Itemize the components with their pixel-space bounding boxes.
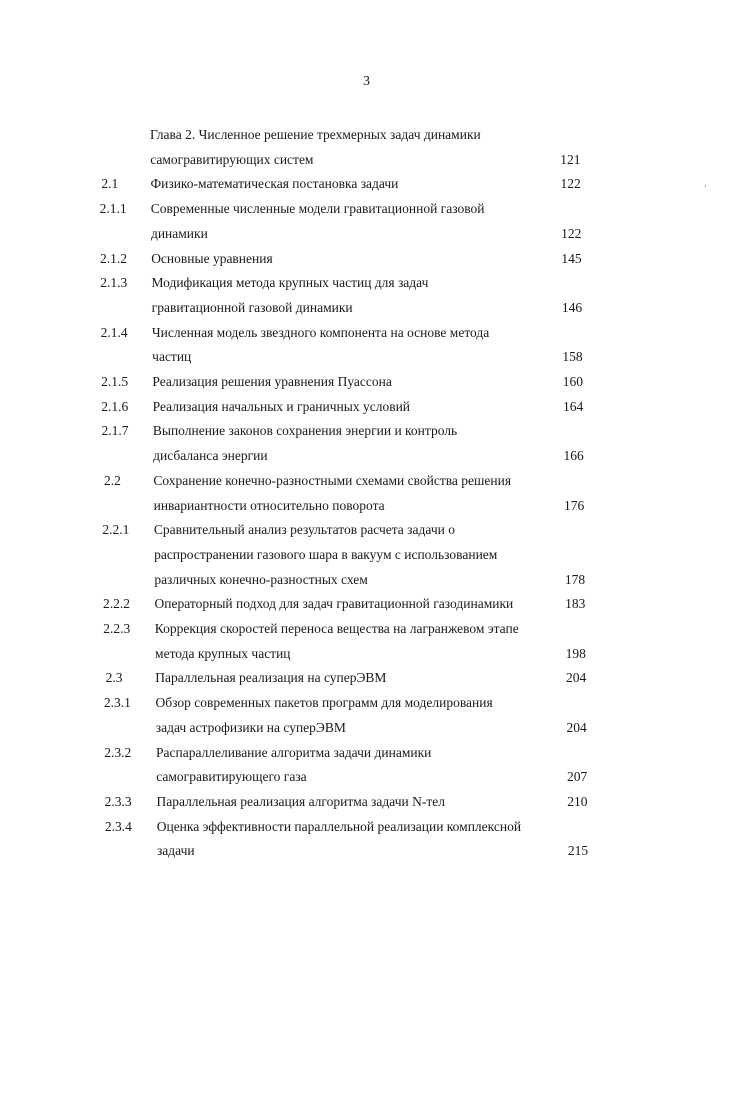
toc-entry-number: 2.3.2 xyxy=(104,744,132,760)
toc-line xyxy=(0,445,733,467)
toc-entry-title: Реализация начальных и граничных условий xyxy=(152,398,411,414)
toc-entry-title: задач астрофизики на суперЭВМ xyxy=(155,719,346,735)
toc-line xyxy=(0,470,733,492)
toc-entry-title: Сохранение конечно-разностными схемами свойства решения xyxy=(153,472,512,488)
toc-entry-title: Модификация метода крупных частиц для задач xyxy=(151,275,429,291)
toc-entry-title: Параллельная реализация алгоритма задачи N-тел xyxy=(156,793,445,809)
toc-line xyxy=(0,248,733,270)
toc-entry-number: 2.1 xyxy=(101,176,119,192)
toc-entry-number: 2.1.7 xyxy=(101,423,129,439)
toc-entry-page: 145 xyxy=(561,250,582,266)
toc-line xyxy=(0,396,733,418)
toc-entry-title: Оценка эффективности параллельной реализации комплексной xyxy=(156,818,522,834)
toc-entry-page: 210 xyxy=(567,793,588,809)
toc-entry-title: самогравитирующих систем xyxy=(150,151,314,167)
toc-entry-title: Основные уравнения xyxy=(151,250,273,266)
scan-mark: ‘ xyxy=(704,183,707,193)
toc-entry-title: Параллельная реализация на суперЭВМ xyxy=(155,670,387,686)
toc-line xyxy=(0,420,733,442)
toc-line xyxy=(0,742,733,764)
toc-line xyxy=(0,692,733,714)
toc-entry-title: Операторный подход для задач гравитационной газодинамики xyxy=(154,596,514,612)
toc-line xyxy=(0,791,733,813)
toc-entry-number: 2.3.4 xyxy=(104,818,132,834)
toc-entry-title: Выполнение законов сохранения энергии и контроль xyxy=(152,423,458,439)
page-number: 3 xyxy=(363,74,370,89)
toc-line xyxy=(0,618,733,640)
toc-line xyxy=(0,569,733,591)
toc-entry-number: 2.1.1 xyxy=(99,201,127,217)
toc-line xyxy=(0,297,733,319)
toc-line xyxy=(0,322,733,344)
toc-entry-number: 2.2.1 xyxy=(102,522,130,538)
toc-line xyxy=(0,717,733,739)
toc-line xyxy=(0,766,733,788)
toc-entry-title: динамики xyxy=(150,225,208,241)
toc-entry-number: 2.1.6 xyxy=(101,398,129,414)
toc-line xyxy=(0,840,733,862)
toc-entry-page: 178 xyxy=(564,571,586,587)
toc-entry-page: 166 xyxy=(563,448,584,464)
toc-entry-title: метода крупных частиц xyxy=(155,645,291,661)
toc-entry-title: распространении газового шара в вакуум с использованием xyxy=(154,546,498,562)
toc-entry-page: 204 xyxy=(566,719,587,735)
toc-entry-page: 121 xyxy=(560,151,581,167)
toc-entry-title: Современные численные модели гравитационной газовой xyxy=(150,201,485,217)
toc-line xyxy=(0,816,733,838)
toc-entry-number: 2.3.1 xyxy=(103,695,131,711)
toc-entry-number: 2.1.4 xyxy=(100,324,128,340)
toc-line xyxy=(0,593,733,615)
toc-entry-title: задачи xyxy=(156,843,195,859)
toc-entry-title: гравитационной газовой динамики xyxy=(151,299,353,315)
toc-line xyxy=(0,643,733,665)
toc-entry-number: 2.1.2 xyxy=(100,250,128,266)
toc-entry-page: 122 xyxy=(561,225,582,241)
toc-entry-number: 2.2.2 xyxy=(102,596,130,612)
toc-line xyxy=(0,223,733,245)
toc-entry-page: 183 xyxy=(565,596,586,612)
toc-entry-page: 122 xyxy=(560,176,581,192)
toc-entry-page: 158 xyxy=(562,349,583,365)
toc-entry-title: Физико-математическая постановка задачи xyxy=(150,176,399,192)
toc-entry-page: 164 xyxy=(562,398,584,414)
toc-line xyxy=(0,519,733,541)
toc-entry-title: Распараллеливание алгоритма задачи динамики xyxy=(156,744,432,760)
toc-entry-page: 176 xyxy=(564,497,585,513)
toc-entry-number: 2.2 xyxy=(103,472,121,488)
toc-entry-title: частиц xyxy=(152,349,192,365)
toc-entry-page: 198 xyxy=(565,645,586,661)
toc-line xyxy=(0,173,733,195)
toc-entry-page: 160 xyxy=(562,374,583,389)
toc-line xyxy=(0,495,733,517)
toc-entry-number: 2.1.3 xyxy=(100,275,128,291)
toc-line xyxy=(0,346,733,368)
toc-line xyxy=(0,124,733,146)
toc-entry-page: 204 xyxy=(565,670,587,686)
toc-entry-page: 207 xyxy=(567,769,588,785)
toc-entry-number: 2.1.5 xyxy=(101,374,129,389)
toc-entry-title: Глава 2. Численное решение трехмерных задач динамики xyxy=(150,127,481,142)
toc-entry-title: инвариантности относительно поворота xyxy=(153,497,385,513)
toc-entry-title: Сравнительный анализ результатов расчета задачи о xyxy=(153,522,455,538)
toc-entry-title: Коррекция скоростей переноса вещества на лагранжевом этапе xyxy=(154,621,519,636)
toc-line xyxy=(0,198,733,220)
toc-line xyxy=(0,544,733,566)
toc-line xyxy=(0,149,733,171)
toc-entry-title: дисбаланса энергии xyxy=(153,448,268,464)
toc-line xyxy=(0,371,733,393)
toc-entry-title: Обзор современных пакетов программ для моделирования xyxy=(155,695,493,711)
toc-entry-page: 215 xyxy=(567,843,589,859)
toc-entry-title: Численная модель звездного компонента на основе метода xyxy=(151,324,490,340)
toc-entry-title: самогравитирующего газа xyxy=(156,769,307,785)
toc-entry-number: 2.3.3 xyxy=(104,793,132,809)
toc-entry-title: различных конечно-разностных схем xyxy=(154,571,368,587)
toc-entry-number: 2.2.3 xyxy=(103,621,131,636)
toc-line xyxy=(0,272,733,294)
toc-line xyxy=(0,667,733,689)
toc-entry-number: 2.3 xyxy=(105,670,123,686)
toc-entry-page: 146 xyxy=(561,299,583,315)
toc-entry-title: Реализация решения уравнения Пуассона xyxy=(152,374,392,389)
